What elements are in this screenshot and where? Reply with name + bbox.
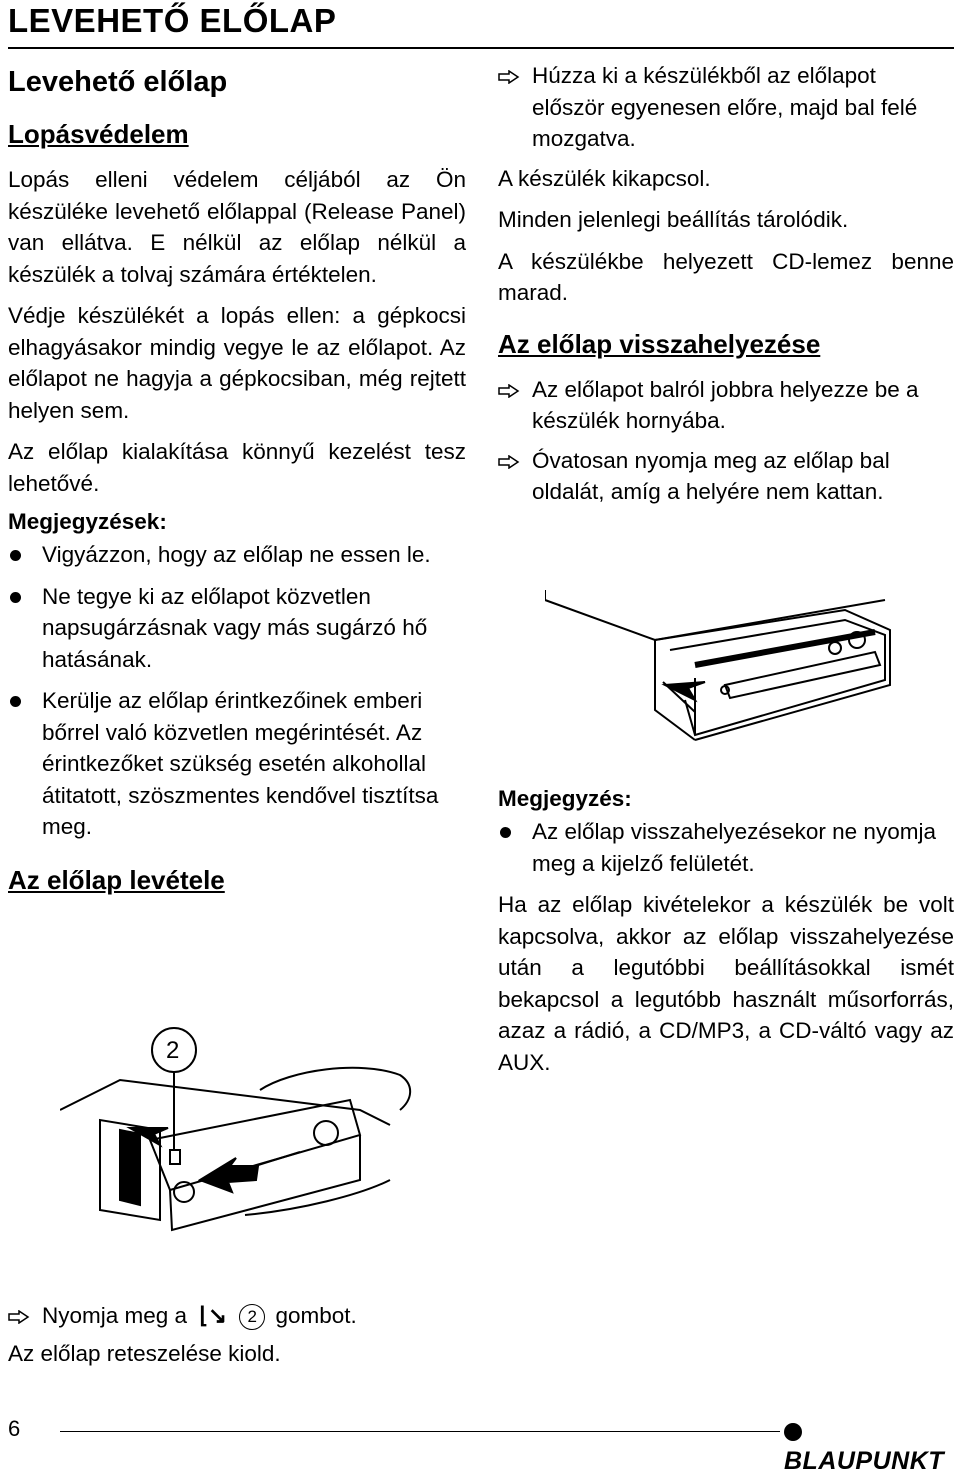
hollow-arrow-icon bbox=[8, 1310, 30, 1324]
theft-protection-heading: Lopásvédelem bbox=[8, 119, 189, 149]
note-heading: Megjegyzés: bbox=[498, 786, 632, 811]
bullet-dot-icon bbox=[500, 827, 511, 838]
note-item: Az előlap visszahelyezésekor ne nyomja meg a kijelző felületét. bbox=[498, 816, 954, 879]
note-item: Vigyázzon, hogy az előlap ne essen le. bbox=[8, 539, 466, 571]
callout-number: 2 bbox=[166, 1037, 180, 1064]
device-off-text: A készülék kikapcsol. bbox=[498, 165, 711, 191]
brand-logo: BLAUPUNKT bbox=[784, 1418, 960, 1476]
settings-saved-text: Minden jelenlegi beállítás tárolódik. bbox=[498, 207, 849, 232]
left-column bbox=[8, 60, 466, 910]
removal-illustration bbox=[60, 1020, 460, 1235]
hollow-arrow-icon bbox=[498, 384, 520, 398]
reattach-step: Az előlapot balról jobbra helyezze be a készülék hornyába. bbox=[498, 374, 954, 437]
theft-paragraph-2: Védje készülékét a lopás ellen: a gépkocsi elhagyásakor mindig vegye le az előlapot. Az előlapot ne hagyja a gépkocsiban, még rejtett helyen sem. bbox=[8, 303, 466, 423]
bullet-dot-icon bbox=[10, 550, 21, 561]
theft-paragraph-3: Az előlap kialakítása könnyű kezelést tesz lehetővé. bbox=[8, 439, 466, 496]
press-step-pre: Nyomja meg a bbox=[42, 1303, 188, 1328]
right-note-block bbox=[498, 776, 954, 1088]
press-step-post: gombot. bbox=[275, 1303, 357, 1328]
pull-step: Húzza ki a készülékből az előlapot először egyenesen előre, majd bal felé mozgatva. bbox=[498, 60, 954, 155]
button-number-badge: 2 bbox=[239, 1304, 265, 1330]
header-rule bbox=[8, 47, 954, 49]
removal-heading: Az előlap levétele bbox=[8, 864, 225, 895]
hollow-arrow-icon bbox=[498, 455, 520, 469]
brand-dot-icon bbox=[784, 1423, 802, 1441]
right-column bbox=[498, 60, 954, 516]
bullet-dot-icon bbox=[10, 592, 21, 603]
page-title: LEVEHETŐ ELŐLAP bbox=[8, 2, 337, 39]
reattach-illustration bbox=[545, 590, 905, 760]
reattach-step: Óvatosan nyomja meg az előlap bal oldalát, amíg a helyére nem kattan. bbox=[498, 445, 954, 508]
cd-remains-text: A készülékbe helyezett CD-lemez benne marad. bbox=[498, 248, 954, 305]
note-item: Ne tegye ki az előlapot közvetlen napsugárzásnak vagy más sugárzó hő hatásának. bbox=[8, 581, 466, 676]
final-paragraph: Ha az előlap kivételekor a készülék be volt kapcsolva, akkor az előlap visszahelyezése után a legutóbbi beállításokkal ismét bekapcsol a legutóbb használt műsorforrás, azaz a rádió, a CD/MP3, a CD-váltó vagy az AUX. bbox=[498, 892, 954, 1075]
theft-paragraph-1: Lopás elleni védelem céljából az Ön készüléke levehető előlappal (Release Panel) van ellátva. E nélkül az előlap nélkül a készülék a tolvaj számára értéktelen. bbox=[8, 167, 466, 287]
footer-rule bbox=[60, 1431, 780, 1432]
notes-heading: Megjegyzések: bbox=[8, 509, 167, 534]
reattach-heading: Az előlap visszahelyezése bbox=[498, 328, 821, 359]
hollow-arrow-icon bbox=[498, 70, 520, 84]
note-item: Kerülje az előlap érintkezőinek emberi bőrrel való közvetlen megérintését. Az érintkezőket szükség esetén alkohollal átitatott, szöszmentes kendővel tisztítsa meg. bbox=[8, 685, 466, 843]
unlock-text: Az előlap reteszelése kiold. bbox=[8, 1340, 281, 1366]
section-heading: Levehető előlap bbox=[8, 66, 228, 98]
bullet-dot-icon bbox=[10, 696, 21, 707]
press-release-step bbox=[8, 1300, 466, 1379]
page-number: 6 bbox=[8, 1416, 21, 1441]
release-button-icon: ⌊↘ bbox=[199, 1303, 227, 1328]
